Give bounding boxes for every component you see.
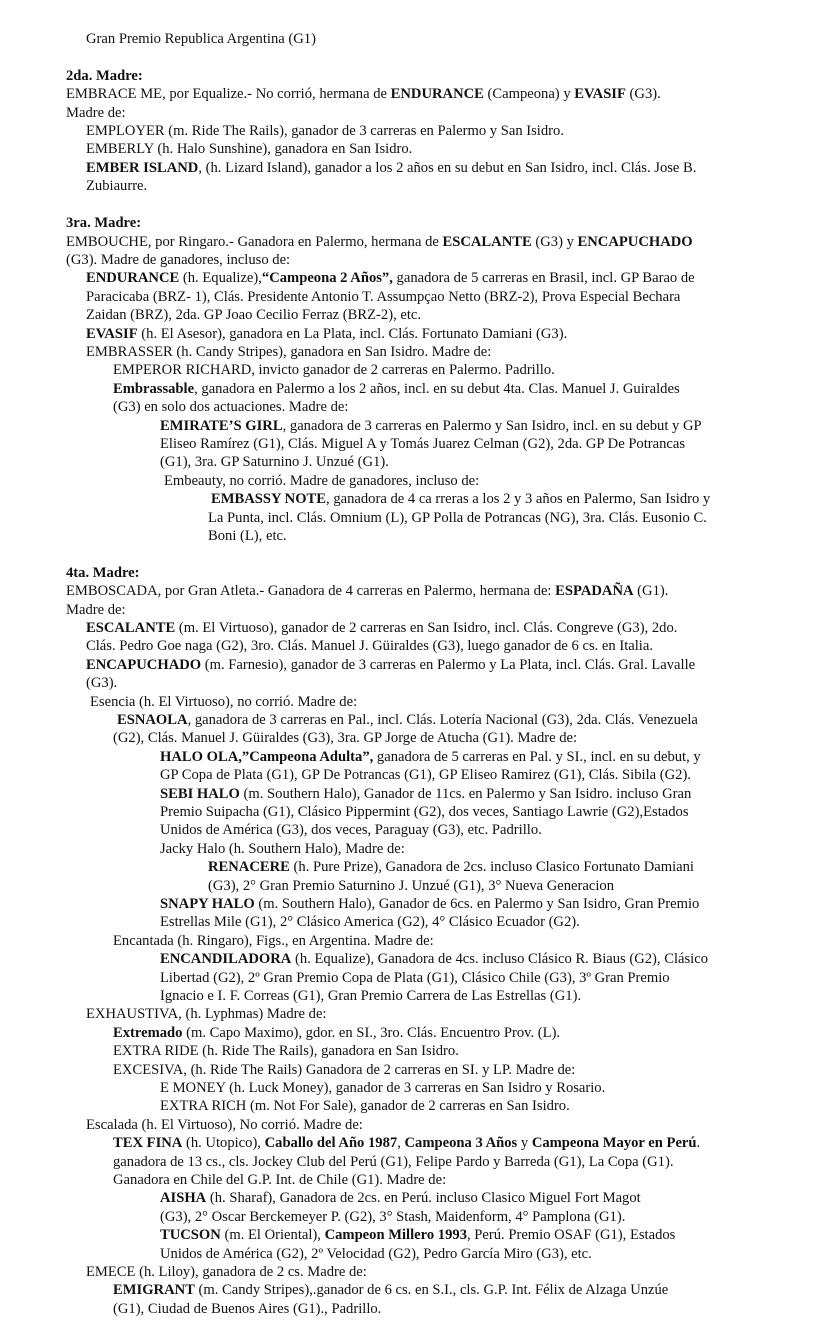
text-line xyxy=(66,85,661,104)
text-run: EMECE (h. Liloy), ganadora de 2 cs. Madre de: xyxy=(86,1264,367,1280)
bold-text: ENCAPUCHADO xyxy=(86,657,202,673)
bold-text: ENCANDILADORA xyxy=(160,951,292,967)
text-line xyxy=(113,1281,668,1300)
bold-text: ENDURANCE xyxy=(86,270,180,286)
text-line xyxy=(117,711,698,730)
text-run: EMPEROR RICHARD, invicto ganador de 2 carreras en Palermo. Padrillo. xyxy=(113,362,555,378)
text-run: GP Copa de Plata (G1), GP De Potrancas (G1), GP Eliseo Ramirez (G1), Clás. Sibila (G2). xyxy=(160,767,691,783)
text-line xyxy=(66,564,140,583)
bold-text: HALO OLA,”Campeona Adulta”, xyxy=(160,749,374,765)
text-run: (m. Capo Maximo), gdor. en SI., 3ro. Clás. Encuentro Prov. (L). xyxy=(182,1025,561,1041)
text-run: E MONEY (h. Luck Money), ganador de 3 carreras en San Isidro y Rosario. xyxy=(160,1080,606,1096)
text-line xyxy=(113,932,434,951)
text-run: La Punta, incl. Clás. Omnium (L), GP Polla de Potrancas (NG), 3ra. Clás. Eusonio C. xyxy=(208,510,707,526)
text-line xyxy=(113,1042,459,1061)
text-line xyxy=(160,803,689,822)
text-line xyxy=(86,619,677,638)
bold-text: Campeona 3 Años xyxy=(404,1135,518,1151)
text-run: (G3) en solo dos actuaciones. Madre de: xyxy=(113,399,349,415)
text-line xyxy=(86,159,696,178)
text-line xyxy=(86,140,412,159)
text-run: EXHAUSTIVA, (h. Lyphmas) Madre de: xyxy=(86,1006,327,1022)
text-run: Libertad (G2), 2º Gran Premio Copa de Plata (G1), Clásico Chile (G3), 3º Gran Premio xyxy=(160,970,670,986)
text-line xyxy=(86,122,564,141)
text-line xyxy=(113,1171,446,1190)
bold-text: RENACERE xyxy=(208,859,290,875)
text-line xyxy=(66,251,290,270)
text-run: (h. Sharaf), Ganadora de 2cs. en Perú. incluso Clasico Miguel Fort Magot xyxy=(206,1190,641,1206)
bold-text: ESNAOLA xyxy=(117,712,188,728)
text-run: ganadora de 5 carreras en Brasil, incl. GP Barao de xyxy=(392,270,695,286)
text-line xyxy=(86,1263,367,1282)
text-line xyxy=(86,325,567,344)
text-run: (Campeona) y xyxy=(483,86,575,102)
text-run: EXCESIVA, (h. Ride The Rails) Ganadora de 2 carreras en SI. y LP. Madre de: xyxy=(113,1062,576,1078)
bold-text: EMBER ISLAND xyxy=(86,160,199,176)
bold-text: SNAPY HALO xyxy=(160,896,255,912)
text-run: (m. Candy Stripes),.ganador de 6 cs. en S.I., cls. G.P. Int. Félix de Alzaga Unzúe xyxy=(194,1282,669,1298)
text-run: (G3). xyxy=(86,675,118,691)
text-line xyxy=(113,1061,575,1080)
text-run: Esencia (h. El Virtuoso), no corrió. Madre de: xyxy=(90,694,358,710)
text-run: (G2), Clás. Manuel J. Güiraldes (G3), 3ra. GP Jorge de Atucha (G1). Madre de: xyxy=(113,730,578,746)
text-run: Madre de: xyxy=(66,105,126,121)
text-line xyxy=(160,969,670,988)
text-run: (G3), 2° Gran Premio Saturnino J. Unzué (G1), 3° Nueva Generacion xyxy=(208,878,614,894)
text-run: EMBOSCADA, por Gran Atleta.- Ganadora de 4 carreras en Palermo, hermana de: xyxy=(66,583,556,599)
text-run: Jacky Halo (h. Southern Halo), Madre de: xyxy=(160,841,405,857)
text-run: (h. El Asesor), ganadora en La Plata, incl. Clás. Fortunato Damiani (G3). xyxy=(137,326,568,342)
text-line xyxy=(86,306,421,325)
bold-text: ESPADAÑA xyxy=(555,583,634,599)
text-line xyxy=(160,950,708,969)
text-line xyxy=(160,1245,592,1264)
bold-text: TUCSON xyxy=(160,1227,221,1243)
bold-text: EVASIF xyxy=(574,86,626,102)
text-line xyxy=(113,1024,560,1043)
text-line xyxy=(113,398,348,417)
text-run: (h. Utopico), xyxy=(182,1135,265,1151)
text-run: y xyxy=(517,1135,532,1151)
bold-text: Campeona Mayor en Perú xyxy=(531,1135,697,1151)
text-run: (m. El Oriental), xyxy=(220,1227,325,1243)
text-line xyxy=(164,472,479,491)
text-run: , ganadora en Palermo a los 2 años, incl. en su debut 4ta. Clas. Manuel J. Guiraldes xyxy=(194,381,680,397)
bold-text: ESCALANTE xyxy=(86,620,176,636)
bold-text: EMIGRANT xyxy=(113,1282,195,1298)
text-line xyxy=(160,748,701,767)
text-run: (h. Equalize), Ganadora de 4cs. incluso Clásico R. Biaus (G2), Clásico xyxy=(291,951,708,967)
text-line xyxy=(160,840,405,859)
text-run: (h. Equalize), xyxy=(179,270,262,286)
text-run: , Perú. Premio OSAF (G1), Estados xyxy=(467,1227,676,1243)
text-run: Unidos de América (G2), 2º Velocidad (G2), Pedro García Miro (G3), etc. xyxy=(160,1246,592,1262)
text-run: ganadora de 13 cs., cls. Jockey Club del Perú (G1), Felipe Pardo y Barreda (G1), La Copa (G1). xyxy=(113,1154,674,1170)
bold-text: AISHA xyxy=(160,1190,207,1206)
text-line xyxy=(66,67,143,86)
bold-text: SEBI HALO xyxy=(160,786,240,802)
text-run: ganadora de 5 carreras en Pal. y SI., incl. en su debut, y xyxy=(373,749,701,765)
bold-text: ENDURANCE xyxy=(390,86,484,102)
text-run: (m. Southern Halo), Ganador de 11cs. en Palermo y San Isidro. incluso Gran xyxy=(239,786,692,802)
text-run: Escalada (h. El Virtuoso), No corrió. Madre de: xyxy=(86,1117,363,1133)
text-line xyxy=(113,1134,700,1153)
text-run: EMBERLY (h. Halo Sunshine), ganadora en San Isidro. xyxy=(86,141,413,157)
text-run: Clás. Pedro Goe naga (G2), 3ro. Clás. Manuel J. Güiraldes (G3), luego ganador de 6 cs. en Italia. xyxy=(86,638,653,654)
text-line xyxy=(90,693,357,712)
text-run: EMBRASSER (h. Candy Stripes), ganadora en San Isidro. Madre de: xyxy=(86,344,492,360)
text-line xyxy=(160,1189,641,1208)
bold-text: EMIRATE’S GIRL xyxy=(160,418,283,434)
text-line xyxy=(66,601,126,620)
text-line xyxy=(160,913,580,932)
text-line xyxy=(160,1208,625,1227)
text-line xyxy=(160,821,542,840)
text-line xyxy=(86,637,653,656)
text-run: EMPLOYER (m. Ride The Rails), ganador de 3 carreras en Palermo y San Isidro. xyxy=(86,123,564,139)
text-run: , (h. Lizard Island), ganador a los 2 años en su debut en San Isidro, incl. Clás. Jose B. xyxy=(198,160,697,176)
text-run: Gran Premio Republica Argentina (G1) xyxy=(86,31,316,47)
bold-text: Embrassable xyxy=(113,381,195,397)
bold-text: 4ta. Madre: xyxy=(66,565,140,581)
text-run: EXTRA RIDE (h. Ride The Rails), ganadora en San Isidro. xyxy=(113,1043,459,1059)
text-line xyxy=(160,895,699,914)
text-run: (G1), 3ra. GP Saturnino J. Unzué (G1). xyxy=(160,454,389,470)
bold-text: TEX FINA xyxy=(113,1135,183,1151)
text-run: (G3). Madre de ganadores, incluso de: xyxy=(66,252,291,268)
bold-text: 2da. Madre: xyxy=(66,68,143,84)
text-run: (G3) y xyxy=(531,234,578,250)
text-line xyxy=(113,1153,673,1172)
text-line xyxy=(113,1300,381,1319)
bold-text: EVASIF xyxy=(86,326,138,342)
text-line xyxy=(66,582,668,601)
text-line xyxy=(160,987,581,1006)
text-line xyxy=(208,527,287,546)
text-run: Ignacio e I. F. Correas (G1), Gran Premio Carrera de Las Estrellas (G1). xyxy=(160,988,582,1004)
text-run: Premio Suipacha (G1), Clásico Pippermint (G2), dos veces, Santiago Lawrie (G2),Estados xyxy=(160,804,689,820)
bold-text: ESCALANTE xyxy=(442,234,532,250)
bold-text: Campeon Millero 1993 xyxy=(324,1227,467,1243)
text-run: (G3). xyxy=(625,86,661,102)
text-line xyxy=(160,417,702,436)
text-run: , ganadora de 3 carreras en Pal., incl. Clás. Lotería Nacional (G3), 2da. Clás. Venezuela xyxy=(187,712,698,728)
bold-text: 3ra. Madre: xyxy=(66,215,142,231)
text-run: Unidos de América (G3), dos veces, Paraguay (G3), etc. Padrillo. xyxy=(160,822,542,838)
text-run: Boni (L), etc. xyxy=(208,528,287,544)
text-line xyxy=(160,453,389,472)
text-run: (m. Southern Halo), Ganador de 6cs. en Palermo y San Isidro, Gran Premio xyxy=(254,896,700,912)
text-line xyxy=(160,785,691,804)
text-line xyxy=(66,104,126,123)
text-line xyxy=(113,380,680,399)
text-line xyxy=(160,1079,605,1098)
bold-text: Caballo del Año 1987 xyxy=(264,1135,398,1151)
text-run: (G3), 2° Oscar Berckemeyer P. (G2), 3° Stash, Maidenform, 4° Pamplona (G1). xyxy=(160,1209,626,1225)
text-run: Paracicaba (BRZ- 1), Clás. Presidente Antonio T. Assumpçao Netto (BRZ-2), Prova Especial Bechara xyxy=(86,289,681,305)
text-run: Encantada (h. Ringaro), Figs., en Argentina. Madre de: xyxy=(113,933,434,949)
text-line xyxy=(86,343,491,362)
text-run: (m. El Virtuoso), ganador de 2 carreras en San Isidro, incl. Clás. Congreve (G3), 2do. xyxy=(175,620,678,636)
text-line xyxy=(160,1226,675,1245)
text-line xyxy=(86,30,316,49)
text-line xyxy=(208,877,614,896)
text-run: . xyxy=(696,1135,701,1151)
text-line xyxy=(160,766,691,785)
text-run: Eliseo Ramírez (G1), Clás. Miguel A y Tomás Juarez Celman (G2), 2da. GP De Potrancas xyxy=(160,436,686,452)
text-line xyxy=(86,269,695,288)
text-run: (h. Pure Prize), Ganadora de 2cs. incluso Clasico Fortunato Damiani xyxy=(289,859,694,875)
text-line xyxy=(86,1005,327,1024)
text-run: Embeauty, no corrió. Madre de ganadores, incluso de: xyxy=(164,473,480,489)
text-line xyxy=(66,214,141,233)
bold-text: EMBASSY NOTE xyxy=(211,491,327,507)
text-line xyxy=(208,509,707,528)
text-line xyxy=(86,656,695,675)
text-line xyxy=(113,361,555,380)
text-line xyxy=(160,1097,570,1116)
text-run: (m. Farnesio), ganador de 3 carreras en Palermo y La Plata, incl. Clás. Gral. Lavalle xyxy=(201,657,696,673)
text-run: EMBOUCHE, por Ringaro.- Ganadora en Palermo, hermana de xyxy=(66,234,443,250)
text-line xyxy=(160,435,685,454)
text-run: (G1), Ciudad de Buenos Aires (G1)., Padrillo. xyxy=(113,1301,382,1317)
text-line xyxy=(86,1116,363,1135)
text-line xyxy=(208,858,694,877)
bold-text: ENCAPUCHADO xyxy=(577,234,693,250)
text-run: , ganadora de 4 ca rreras a los 2 y 3 años en Palermo, San Isidro y xyxy=(326,491,711,507)
text-line xyxy=(113,729,577,748)
text-run: Madre de: xyxy=(66,602,126,618)
text-line xyxy=(211,490,710,509)
bold-text: Extremado xyxy=(113,1025,183,1041)
text-run: Zubiaurre. xyxy=(86,178,148,194)
text-run: , xyxy=(397,1135,405,1151)
text-run: (G1). xyxy=(633,583,669,599)
text-run: Ganadora en Chile del G.P. Int. de Chile (G1). Madre de: xyxy=(113,1172,447,1188)
text-run: Zaidan (BRZ), 2da. GP Joao Cecilio Ferraz (BRZ-2), etc. xyxy=(86,307,422,323)
text-run: , ganadora de 3 carreras en Palermo y San Isidro, incl. en su debut y GP xyxy=(282,418,702,434)
bold-text: “Campeona 2 Años”, xyxy=(261,270,393,286)
text-line xyxy=(86,288,680,307)
text-line xyxy=(86,674,117,693)
text-line xyxy=(86,177,147,196)
text-run: Estrellas Mile (G1), 2° Clásico America (G2), 4° Clásico Ecuador (G2). xyxy=(160,914,580,930)
text-line xyxy=(66,233,693,252)
text-run: EXTRA RICH (m. Not For Sale), ganador de 2 carreras en San Isidro. xyxy=(160,1098,570,1114)
text-run: EMBRACE ME, por Equalize.- No corrió, hermana de xyxy=(66,86,391,102)
